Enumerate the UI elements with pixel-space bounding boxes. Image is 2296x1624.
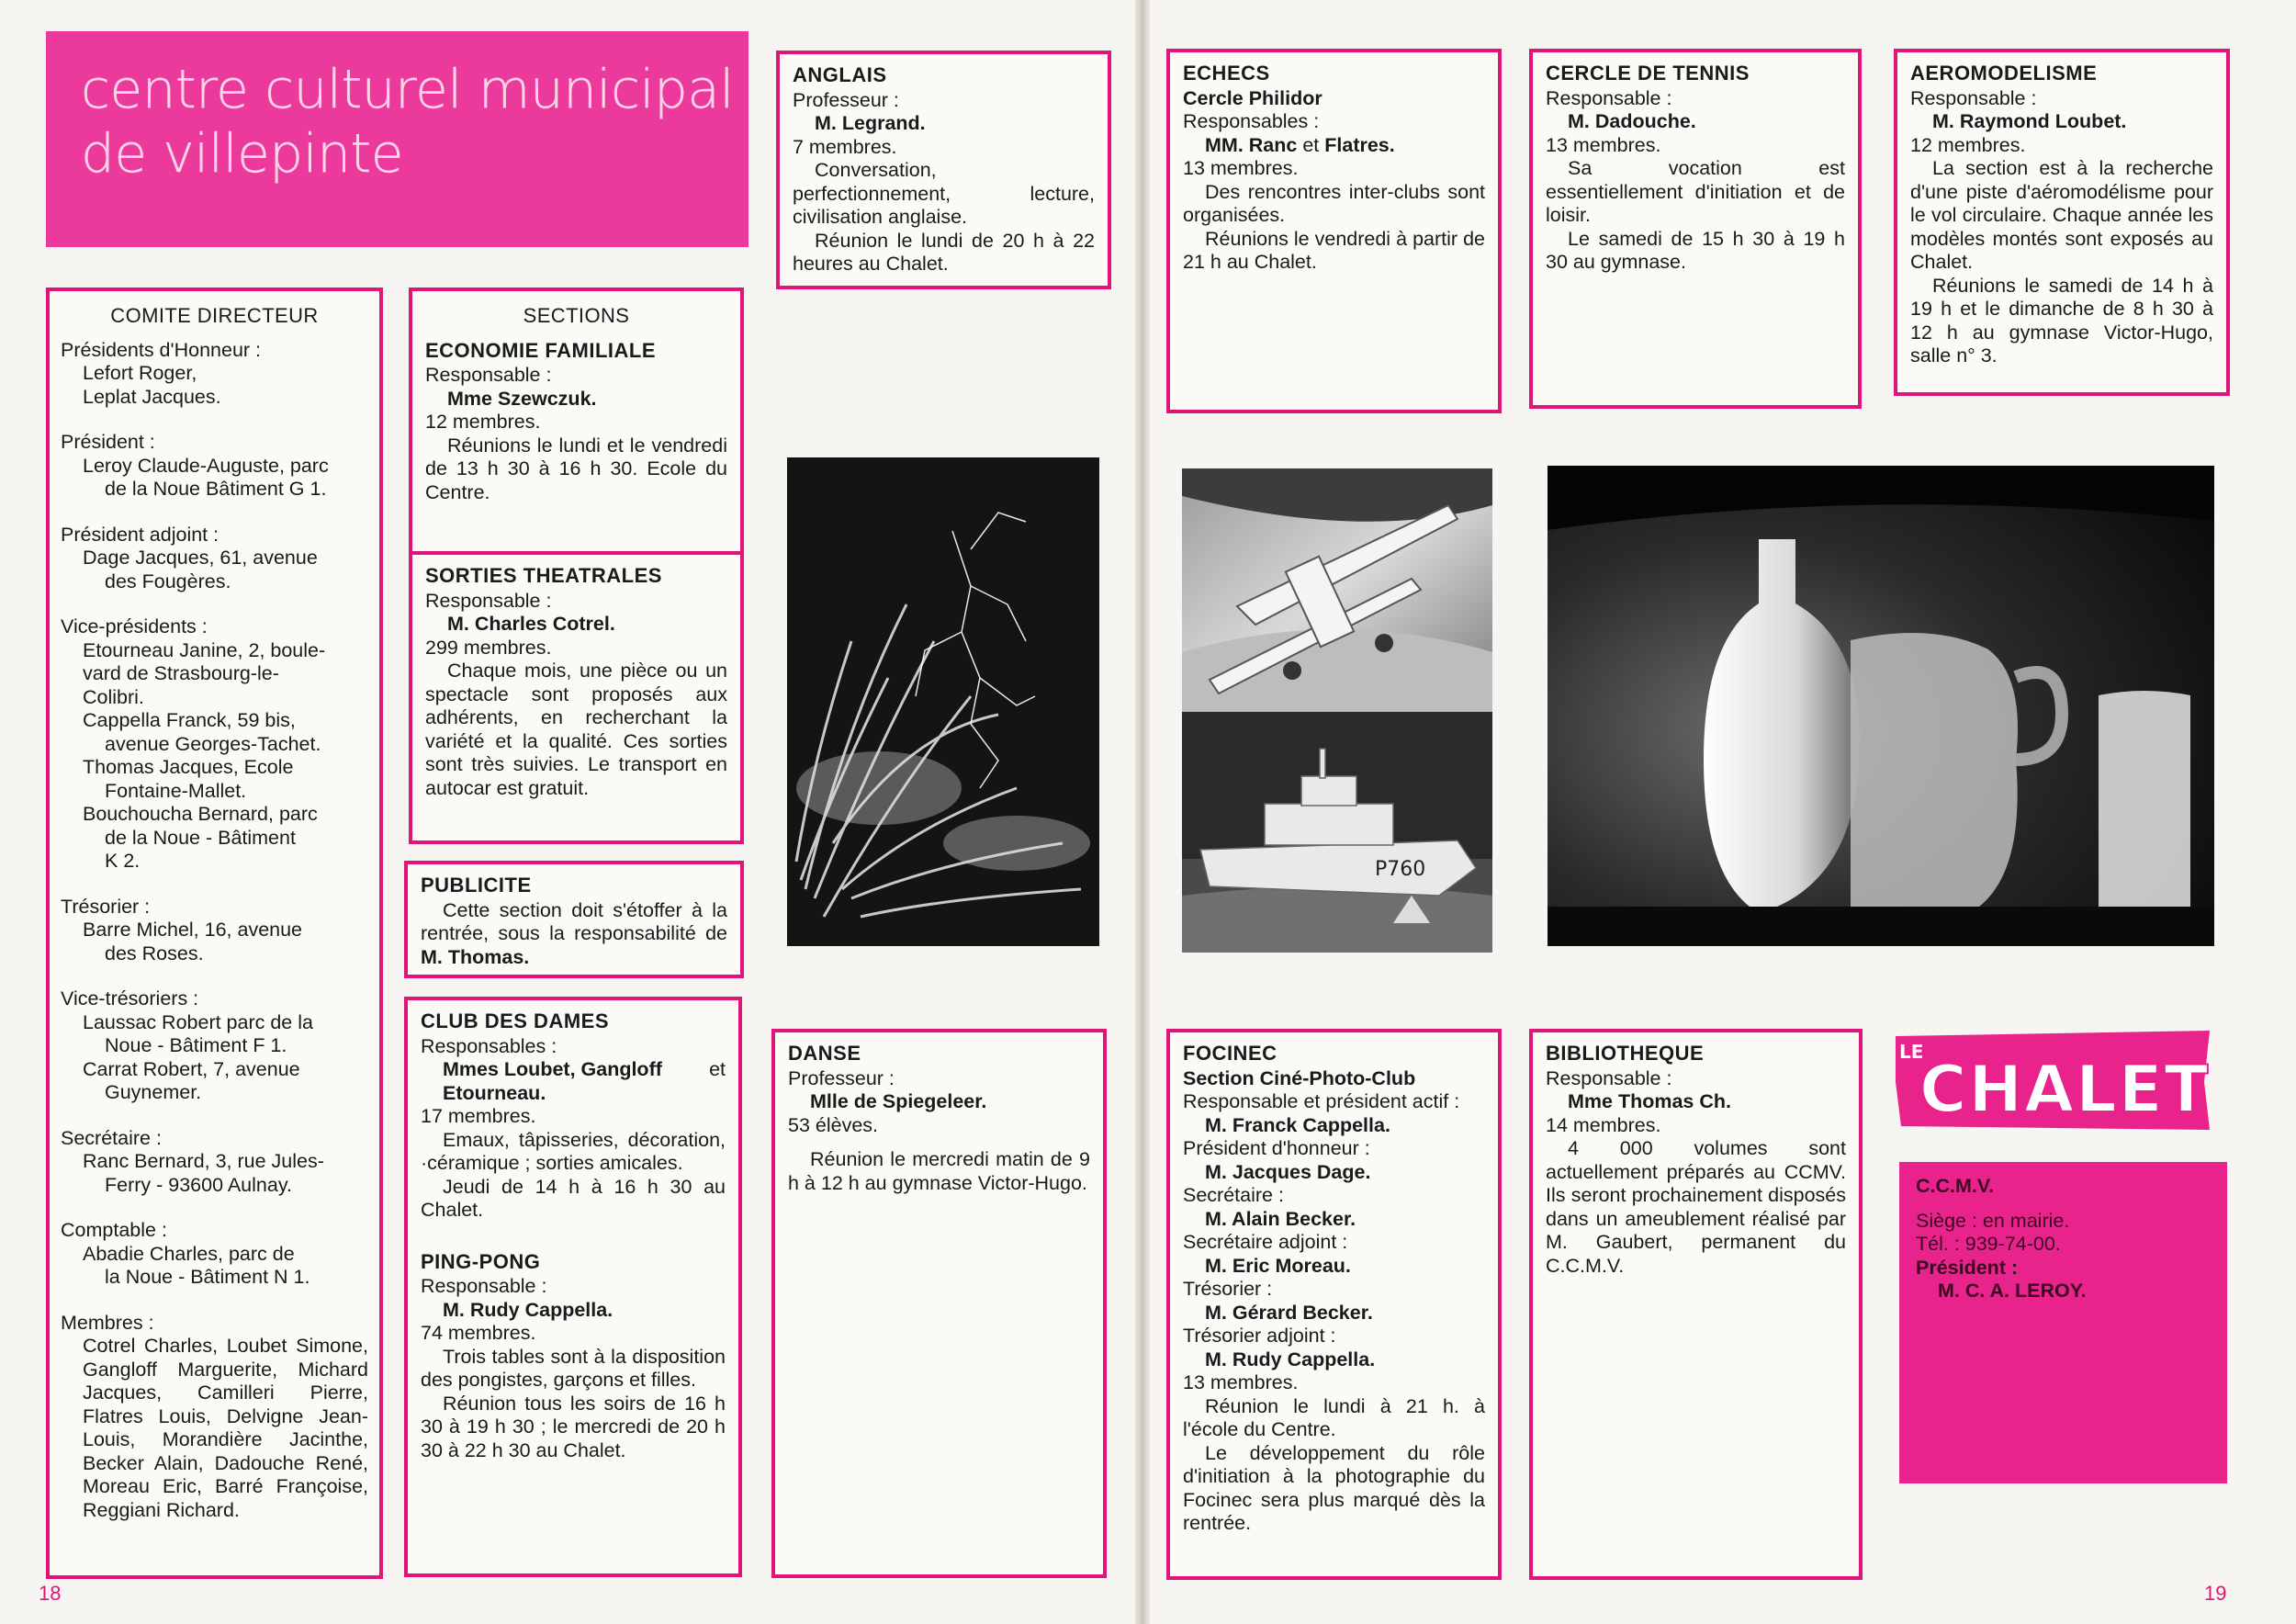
vases-photo <box>1548 466 2214 946</box>
chalet-le: LE <box>1899 1041 1924 1063</box>
dames-pingpong-box <box>404 997 742 1577</box>
focinec-title: FOCINEC <box>1183 1042 1277 1065</box>
vice-10: K 2. <box>105 850 141 872</box>
echecs-sub: Cercle Philidor <box>1183 86 1322 109</box>
adjoint-2: des Fougères. <box>105 570 231 592</box>
pingpong-text-1: Trois tables sont à la disposition des pongistes, garçons et filles. <box>421 1345 726 1391</box>
focinec-seca-label: Secrétaire adjoint : <box>1183 1231 1348 1253</box>
president-2: de la Noue Bâtiment G 1. <box>105 478 327 500</box>
focinec-ph-label: Président d'honneur : <box>1183 1137 1370 1159</box>
title-line-1: centre culturel municipal <box>81 58 734 120</box>
ccmv-pres-name: M. C. A. LEROY. <box>1938 1280 2087 1302</box>
page-number-left: 18 <box>39 1582 62 1605</box>
echecs-box <box>1166 49 1502 413</box>
presidents-honneur-label: Présidents d'Honneur : <box>61 338 262 361</box>
vice-9: de la Noue - Bâtiment <box>105 826 296 849</box>
secretaire-2: Ferry - 93600 Aulnay. <box>105 1173 292 1196</box>
danse-prof: Professeur : <box>788 1066 895 1089</box>
focinec-tres-name: M. Gérard Becker. <box>1205 1301 1373 1324</box>
membres-text: Cotrel Charles, Loubet Simone, Gangloff Marguerite, Michard Jacques, Camilleri Pierre, Flatres Louis, Delvigne Jean-Louis, Morandière Jacinthe, Becker Alain, Dadouche René, Moreau Eric, Barré Françoise, Reggiani Richard. <box>83 1335 368 1521</box>
dames-names <box>421 1058 726 1082</box>
anglais-prof: Professeur : <box>793 88 899 111</box>
presidents-honneur-2: Leplat Jacques. <box>83 385 221 408</box>
vicetres-label: Vice-trésoriers : <box>61 987 199 1009</box>
airplane-photo <box>1182 468 1492 712</box>
biblio-title: BIBLIOTHEQUE <box>1546 1042 1705 1065</box>
vice-6: Thomas Jacques, Ecole <box>83 756 294 778</box>
dames-text-1: Emaux, tâpisseries, décoration, ·céramique ; sorties amicales. <box>421 1128 726 1174</box>
tennis-members: 13 membres. <box>1546 133 1661 156</box>
aero-members: 12 membres. <box>1910 133 2026 156</box>
echecs-text-2: Réunions le vendredi à partir de 21 h au Chalet. <box>1183 227 1485 273</box>
vice-label: Vice-présidents : <box>61 615 208 637</box>
focinec-sec-name: M. Alain Becker. <box>1205 1207 1356 1230</box>
anglais-name: M. Legrand. <box>815 112 926 134</box>
theatre-title: SORTIES THEATRALES <box>425 564 662 587</box>
echecs-members: 13 membres. <box>1183 157 1299 179</box>
vicetres-1: Laussac Robert parc de la <box>83 1010 313 1033</box>
vice-2: vard de Strasbourg-le- <box>83 662 279 684</box>
chalet-logo-image <box>1892 1027 2213 1135</box>
vice-1: Etourneau Janine, 2, boule- <box>83 638 326 661</box>
focinec-seca-name: M. Eric Moreau. <box>1205 1254 1351 1277</box>
comptable-1: Abadie Charles, parc de <box>83 1242 295 1265</box>
tresorier-2: des Roses. <box>105 942 204 964</box>
membres-label: Membres : <box>61 1311 154 1334</box>
eco-members: 12 membres. <box>425 411 541 433</box>
dames-and: et <box>709 1058 726 1080</box>
chalet-logo <box>1892 1027 2213 1135</box>
biblio-box <box>1529 1029 1863 1580</box>
aero-text-2: Réunions le samedi de 14 h à 19 h et le dimanche de 8 h 30 à 12 h au gymnase Victor-Hugo, salle n° 3. <box>1910 274 2213 367</box>
comite-heading: COMITE DIRECTEUR <box>110 304 319 327</box>
vice-3: Colibri. <box>83 685 144 708</box>
pingpong-title: PING-PONG <box>421 1249 541 1273</box>
echecs-title: ECHECS <box>1183 62 1270 85</box>
ccmv-tel: Tél. : 939-74-00. <box>1916 1233 2061 1255</box>
danse-name: Mlle de Spiegeleer. <box>810 1090 987 1112</box>
ccmv-siege: Siège : en mairie. <box>1916 1209 2070 1232</box>
dames-text-2: Jeudi de 14 h à 16 h 30 au Chalet. <box>421 1175 726 1221</box>
tennis-text-2: Le samedi de 15 h 30 à 19 h 30 au gymnase. <box>1546 227 1845 273</box>
pingpong-resp: Responsable : <box>421 1275 547 1297</box>
biblio-members: 14 membres. <box>1546 1113 1661 1136</box>
secretaire-1: Ranc Bernard, 3, rue Jules- <box>83 1150 324 1172</box>
focinec-box <box>1166 1029 1502 1580</box>
aero-box <box>1894 49 2230 396</box>
ccmv-title: C.C.M.V. <box>1916 1175 1995 1197</box>
chalet-word: CHALET <box>1919 1052 2211 1127</box>
tennis-text-1: Sa vocation est essentiellement d'initiation et de loisir. <box>1546 157 1845 226</box>
vice-8: Bouchoucha Bernard, parc <box>83 803 318 825</box>
pingpong-name: M. Rudy Cappella. <box>443 1298 613 1321</box>
boat-image <box>1182 712 1492 953</box>
echecs-names <box>1183 134 1485 158</box>
page-number-right: 19 <box>2204 1582 2227 1605</box>
tennis-resp: Responsable : <box>1546 86 1672 109</box>
dames-members: 17 membres. <box>421 1105 536 1127</box>
echecs-and: et <box>1302 133 1320 156</box>
theatre-text: Chaque mois, une pièce ou un spectacle sont proposés aux adhérents, en recherchant la variété et la qualité. Ces sorties sont très suivies. Le transport en autocar est gratuit. <box>425 660 727 799</box>
anglais-box <box>776 51 1111 289</box>
vice-4: Cappella Franck, 59 bis, <box>83 709 296 731</box>
anglais-text-2: Réunion le lundi de 20 h à 22 heures au Chalet. <box>793 229 1095 275</box>
title-block <box>46 31 748 247</box>
dames-title: CLUB DES DAMES <box>421 1009 610 1032</box>
focinec-text-2: Le développement du rôle d'initiation à la photographie du Focinec sera plus marqué dès la rentrée. <box>1183 1441 1485 1534</box>
focinec-text-1: Réunion le lundi à 21 h. à l'école du Centre. <box>1183 1394 1485 1440</box>
vicetres-4: Guynemer. <box>105 1081 202 1103</box>
biblio-text: 4 000 volumes sont actuellement préparés au CCMV. Ils seront prochainement disposés dans un ameublement réalisé par M. Gaubert, permanent du C.C.M.V. <box>1546 1137 1846 1277</box>
vicetres-2: Noue - Bâtiment F 1. <box>105 1034 287 1056</box>
ccmv-pres-label: Président : <box>1916 1256 2019 1279</box>
anglais-text-1: Conversation, perfectionnement, lecture, civilisation anglaise. <box>793 159 1095 228</box>
vice-5: avenue Georges-Tachet. <box>105 732 321 755</box>
president-label: Président : <box>61 431 155 453</box>
anglais-title: ANGLAIS <box>793 63 887 86</box>
focinec-ph-name: M. Jacques Dage. <box>1205 1160 1371 1183</box>
tennis-box <box>1529 49 1862 409</box>
anglais-members: 7 membres. <box>793 135 897 158</box>
comite-directeur-box <box>46 288 383 1579</box>
biblio-name: Mme Thomas Ch. <box>1568 1090 1731 1112</box>
echecs-name-1: MM. Ranc <box>1205 133 1298 156</box>
theatre-members: 299 membres. <box>425 636 552 659</box>
focinec-sec-label: Secrétaire : <box>1183 1184 1284 1206</box>
echecs-resp: Responsables : <box>1183 110 1320 132</box>
theatre-name: M. Charles Cotrel. <box>447 613 615 635</box>
danse-members: 53 élèves. <box>788 1113 879 1136</box>
focinec-tresa-name: M. Rudy Cappella. <box>1205 1348 1376 1370</box>
adjoint-1: Dage Jacques, 61, avenue <box>83 547 318 569</box>
tennis-title: CERCLE DE TENNIS <box>1546 62 1750 85</box>
aero-text-1: La section est à la recherche d'une piste d'aéromodélisme pour le vol circulaire. Chaque année les modèles montés sont exposés au Chalet. <box>1910 157 2213 273</box>
comptable-2: la Noue - Bâtiment N 1. <box>105 1266 310 1288</box>
airplane-image <box>1182 468 1492 712</box>
eco-resp: Responsable : <box>425 364 552 386</box>
aero-title: AEROMODELISME <box>1910 62 2098 85</box>
publicite-title: PUBLICITE <box>421 874 532 897</box>
boat-label: P760 <box>1375 858 1426 881</box>
tresorier-label: Trésorier : <box>61 895 151 918</box>
dames-names-2: Etourneau. <box>443 1081 546 1104</box>
pingpong-members: 74 membres. <box>421 1322 536 1344</box>
tennis-name: M. Dadouche. <box>1568 110 1696 132</box>
eco-text: Réunions le lundi et le vendredi de 13 h 30 à 16 h 30. Ecole du Centre. <box>425 434 727 503</box>
focinec-members: 13 membres. <box>1183 1371 1299 1393</box>
danse-box <box>771 1029 1107 1578</box>
echecs-text-1: Des rencontres inter-clubs sont organisées. <box>1183 180 1485 226</box>
eco-title: ECONOMIE FAMILIALE <box>425 338 656 362</box>
danse-text: Réunion le mercredi matin de 9 h à 12 h au gymnase Victor-Hugo. <box>788 1148 1090 1194</box>
echecs-name-2: Flatres. <box>1324 133 1395 156</box>
vicetres-3: Carrat Robert, 7, avenue <box>83 1057 300 1080</box>
presidents-honneur-1: Lefort Roger, <box>83 362 197 384</box>
page-gutter <box>1135 0 1150 1624</box>
dames-names-1: Mmes Loubet, Gangloff <box>443 1058 662 1080</box>
sections-heading: SECTIONS <box>523 304 630 327</box>
secretaire-label: Secrétaire : <box>61 1126 162 1149</box>
ccmv-box <box>1899 1162 2227 1483</box>
tresorier-1: Barre Michel, 16, avenue <box>83 919 303 941</box>
focinec-tres-label: Trésorier : <box>1183 1278 1273 1300</box>
fireworks-photo <box>787 457 1099 946</box>
dames-resp: Responsables : <box>421 1034 557 1057</box>
theatre-box <box>409 551 744 844</box>
vice-7: Fontaine-Mallet. <box>105 779 247 802</box>
boat-photo <box>1182 712 1492 953</box>
adjoint-label: Président adjoint : <box>61 523 219 546</box>
biblio-resp: Responsable : <box>1546 1066 1672 1089</box>
focinec-tresa-label: Trésorier adjoint : <box>1183 1325 1336 1347</box>
pingpong-text-2: Réunion tous les soirs de 16 h 30 à 19 h 30 ; le mercredi de 20 h 30 à 22 h 30 au Chalet. <box>421 1392 726 1461</box>
title-line-2: de villepinte <box>81 122 403 185</box>
publicite-box <box>404 861 744 978</box>
theatre-resp: Responsable : <box>425 589 552 612</box>
focinec-resp: Responsable et président actif : <box>1183 1090 1460 1112</box>
aero-resp: Responsable : <box>1910 86 2037 109</box>
comptable-label: Comptable : <box>61 1219 167 1241</box>
danse-title: DANSE <box>788 1042 861 1065</box>
president-1: Leroy Claude-Auguste, parc <box>83 454 329 477</box>
focinec-name-1: M. Franck Cappella. <box>1205 1113 1390 1136</box>
aero-name: M. Raymond Loubet. <box>1932 110 2127 132</box>
eco-name: Mme Szewczuk. <box>447 387 597 410</box>
vases-image <box>1548 466 2214 946</box>
publicite-text-body: Cette section doit s'étoffer à la rentrée, sous la responsabilité de <box>421 898 727 944</box>
focinec-sub: Section Ciné-Photo-Club <box>1183 1066 1416 1089</box>
fireworks-image <box>787 457 1099 946</box>
publicite-text <box>421 899 727 970</box>
publicite-name: M. Thomas. <box>421 945 530 968</box>
